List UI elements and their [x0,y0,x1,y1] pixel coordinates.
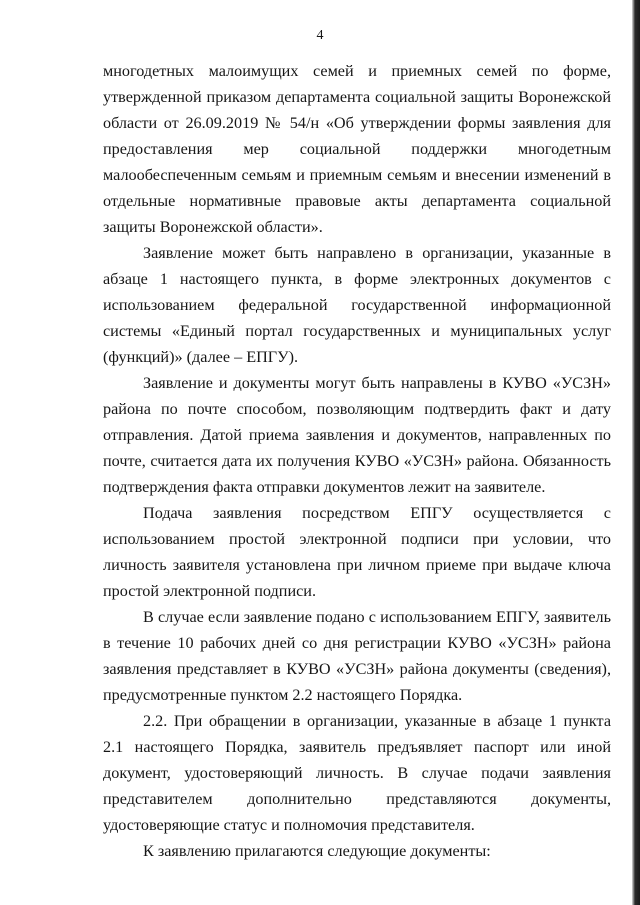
paragraph-2: Заявление может быть направлено в организации, указанные в абзаце 1 настоящего пункта, в форме электронных документов с использованием федеральной государственной информационной системы «Единый портал государственных и муниципальных услуг (функций)» (далее – ЕПГУ). [103,244,611,366]
document-body [103,58,611,864]
paragraph-5: В случае если заявление подано с использованием ЕПГУ, заявитель в течение 10 рабочих дней со дня регистрации КУВО «УСЗН» района заявления представляет в КУВО «УСЗН» района документы (сведения), предусмотренные пунктом 2.2 настоящего Порядка. [103,608,611,704]
page-number: 4 [316,28,324,43]
scan-edge [632,0,640,905]
paragraph-1: многодетных малоимущих семей и приемных семей по форме, утвержденной приказом департамента социальной защиты Воронежской области от 26.09.2019 № 54/н «Об утверждении формы заявления для предоставления мер социальной поддержки многодетным малообеспеченным семьям и приемным семьям и внесении изменений в отдельные нормативные правовые акты департамента социальной защиты Воронежской области». [103,62,611,236]
paragraph-7: К заявлению прилагаются следующие документы: [143,842,491,860]
paragraph-6: 2.2. При обращении в организации, указанные в абзаце 1 пункта 2.1 настоящего Порядка, заявитель предъявляет паспорт или иной документ, удостоверяющий личность. В случае подачи заявления представителем дополнительно представляются документы, удостоверяющие статус и полномочия представителя. [103,712,611,834]
paragraph-3: Заявление и документы могут быть направлены в КУВО «УСЗН» района по почте способом, позволяющим подтвердить факт и дату отправления. Датой приема заявления и документов, направленных по почте, считается дата их получения КУВО «УСЗН» района. Обязанность подтверждения факта отправки документов лежит на заявителе. [103,374,611,496]
paragraph-4: Подача заявления посредством ЕПГУ осуществляется с использованием простой электронной подписи при условии, что личность заявителя установлена при личном приеме при выдаче ключа простой электронной подписи. [103,504,611,600]
